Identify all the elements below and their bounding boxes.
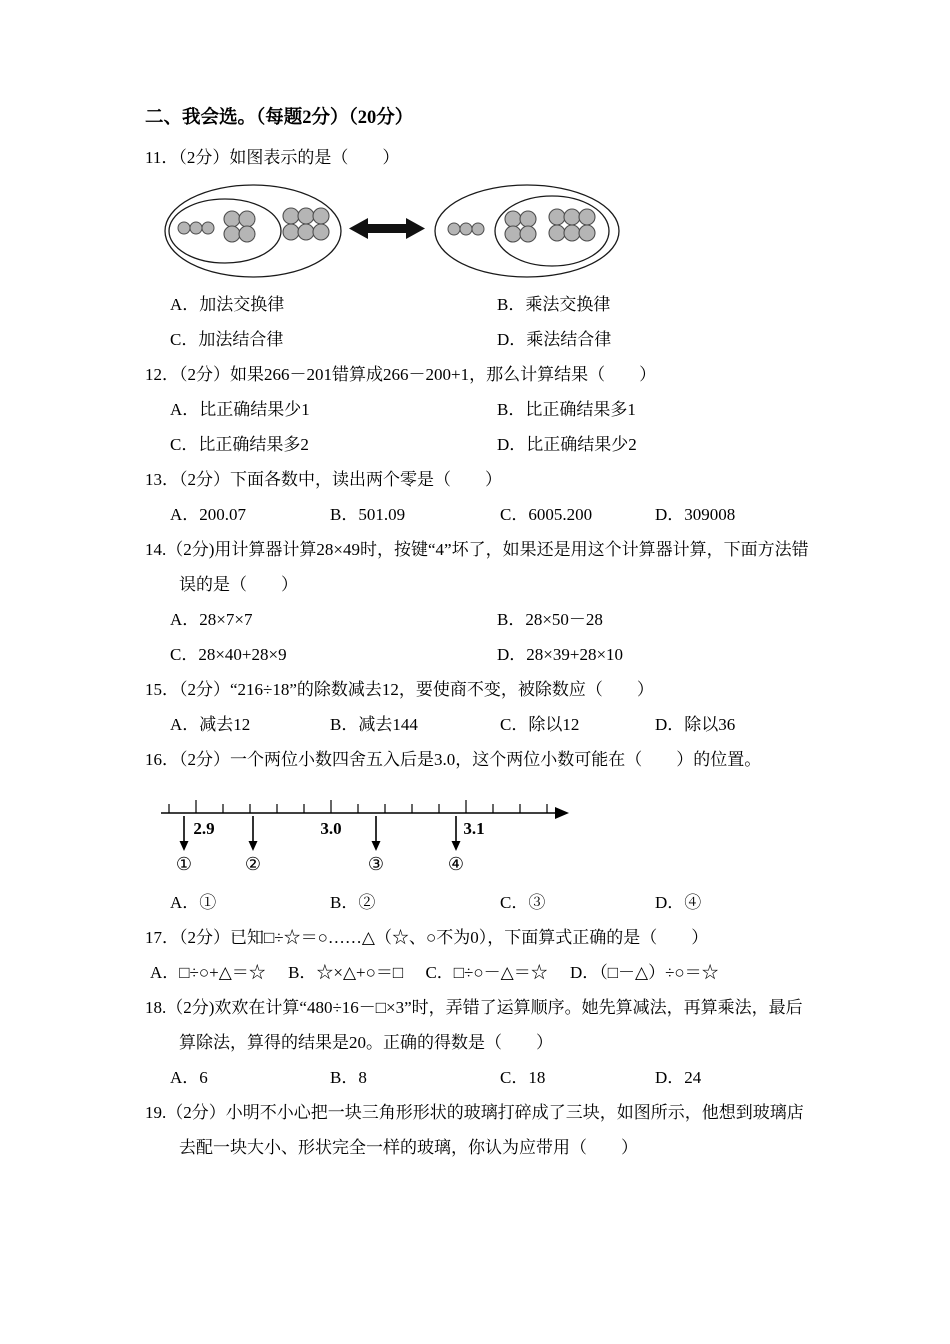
question-11 <box>145 140 813 357</box>
question-stem: 17．（2分）已知□÷☆＝○……△（☆、○不为0），下面算式正确的是（ ） <box>145 928 709 947</box>
question-14 <box>145 532 813 672</box>
option-b: B．比正确结果多1 <box>497 400 636 419</box>
marker-label-4: ④ <box>447 854 465 874</box>
axis-arrowhead-icon <box>555 807 569 819</box>
option-d: D．（□－△）÷○＝☆ <box>569 963 719 982</box>
option-a: A．6 <box>170 1068 208 1087</box>
question-19 <box>145 1095 813 1165</box>
left-group-of-3-dots <box>178 222 214 234</box>
question-16 <box>145 742 813 920</box>
question-stem: 11．（2分）如图表示的是（ ） <box>145 148 400 167</box>
option-d: D．24 <box>655 1068 702 1087</box>
options-row <box>145 885 813 920</box>
option-b: B．28×50－28 <box>497 610 603 629</box>
option-d: D．除以36 <box>655 715 736 734</box>
option-b: B．乘法交换律 <box>497 295 611 314</box>
question-stem: 14.（2分)用计算器计算28×49时，按键“4”坏了，如果还是用这个计算器计算，下面方法错误的是（ ） <box>145 540 809 594</box>
option-c: C．③ <box>500 893 546 912</box>
question-stem: 18.（2分)欢欢在计算“480÷16－□×3”时，弄错了运算顺序。她先算减法，再算乘法，最后算除法，算得的结果是20。正确的得数是（ ） <box>145 998 803 1052</box>
option-d: D．比正确结果少2 <box>497 435 637 454</box>
option-d: D．28×39+28×10 <box>497 645 624 664</box>
tick-label-3-0: 3.0 <box>320 819 342 838</box>
marker-label-1: ① <box>175 854 193 874</box>
option-b: B．8 <box>330 1068 367 1087</box>
marker-label-2: ② <box>244 854 262 874</box>
right-group-of-6-dots <box>549 209 595 241</box>
dot-diagram-svg <box>163 181 623 281</box>
option-c: C．28×40+28×9 <box>170 645 287 664</box>
option-b: B．减去144 <box>330 715 418 734</box>
dot-grouping-figure <box>163 181 813 281</box>
options-row <box>145 707 813 742</box>
question-15 <box>145 672 813 742</box>
tick-label-2-9: 2.9 <box>193 819 215 838</box>
left-group-of-6-dots <box>283 208 329 240</box>
option-c: C．6005.200 <box>500 505 593 524</box>
option-a: A．减去12 <box>170 715 251 734</box>
option-a: A．加法交换律 <box>170 295 285 314</box>
number-line-svg <box>159 789 571 877</box>
option-c: C．□÷○－△＝☆ <box>425 963 548 982</box>
marker-arrowheads <box>180 841 461 851</box>
question-stem: 15．（2分）“216÷18”的除数减去12，要使商不变，被除数应（ ） <box>145 680 654 699</box>
tick-marks <box>169 800 547 813</box>
option-c: C．比正确结果多2 <box>170 435 309 454</box>
option-a: A．比正确结果少1 <box>170 400 310 419</box>
option-d: D．④ <box>655 893 702 912</box>
options-row <box>145 955 813 990</box>
option-a: A．□÷○+△＝☆ <box>150 963 266 982</box>
option-c: C．18 <box>500 1068 546 1087</box>
option-a: A．28×7×7 <box>170 610 253 629</box>
question-stem: 16．（2分）一个两位小数四舍五入后是3.0，这个两位小数可能在（ ）的位置。 <box>145 750 762 769</box>
section-title: 二、我会选。（每题2分）（20分） <box>145 108 414 128</box>
double-arrow-icon <box>349 218 425 239</box>
marker-label-3: ③ <box>367 854 385 874</box>
option-d: D．309008 <box>655 505 736 524</box>
option-c: C．除以12 <box>500 715 580 734</box>
option-a: A．200.07 <box>170 505 247 524</box>
tick-label-3-1: 3.1 <box>463 819 485 838</box>
option-b: B．② <box>330 893 376 912</box>
left-group-of-4-dots <box>224 211 255 242</box>
question-18 <box>145 990 813 1095</box>
options-row <box>145 1060 813 1095</box>
option-b: B．☆×△+○＝□ <box>288 963 404 982</box>
options-row <box>145 392 813 462</box>
right-group-of-3-dots <box>448 223 484 235</box>
option-d: D．乘法结合律 <box>497 330 612 349</box>
question-stem: 13．（2分）下面各数中，读出两个零是（ ） <box>145 470 502 489</box>
right-group-of-4-dots <box>505 211 536 242</box>
option-b: B．501.09 <box>330 505 406 524</box>
options-row <box>145 497 813 532</box>
option-c: C．加法结合律 <box>170 330 284 349</box>
question-stem: 12．（2分）如果266－201错算成266－200+1，那么计算结果（ ） <box>145 365 657 384</box>
question-12 <box>145 357 813 462</box>
question-stem: 19.（2分）小明不小心把一块三角形形状的玻璃打碎成了三块，如图所示，他想到玻璃店去配一块大小、形状完全一样的玻璃，你认为应带用（ ） <box>145 1103 804 1157</box>
options-row <box>145 602 813 672</box>
option-a: A．① <box>170 893 217 912</box>
question-17 <box>145 920 813 990</box>
question-13 <box>145 462 813 532</box>
number-line-figure <box>159 789 813 877</box>
options-row <box>145 287 813 357</box>
